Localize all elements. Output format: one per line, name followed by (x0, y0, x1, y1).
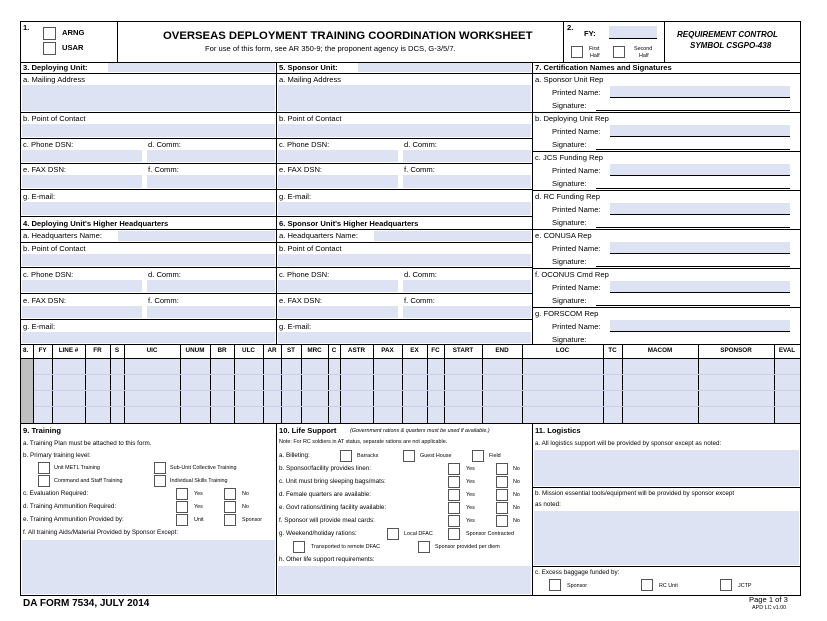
unit-metl-checkbox[interactable] (38, 462, 50, 474)
individual-skills-label: Individual Skills Training (170, 478, 228, 484)
cert-printed-name-input[interactable] (610, 203, 790, 214)
cert-printed-name-input[interactable] (610, 86, 790, 97)
life-f-no-checkbox[interactable] (496, 515, 508, 527)
column-header: AR (267, 347, 277, 354)
eval-yes-label: Yes (194, 491, 203, 497)
deploying-hq-comm-f-label: f. Comm: (148, 296, 179, 305)
cmd-staff-label: Command and Staff Training (54, 478, 123, 484)
cert-signature-label: Signature: (552, 179, 587, 188)
cert-printed-name-input[interactable] (610, 164, 790, 175)
table-cell-input[interactable] (604, 359, 622, 423)
sponsor-hq-email-input[interactable] (278, 332, 531, 343)
deploying-fax-label: e. FAX DSN: (23, 165, 67, 174)
life-d: d. Female quarters are available: (279, 491, 372, 498)
life-c-yes-checkbox[interactable] (448, 476, 460, 488)
table-cell-input[interactable] (523, 359, 603, 423)
table-cell-input[interactable] (428, 359, 444, 423)
req-control-line2: SYMBOL CSGPO-438 (690, 41, 772, 50)
column-header: END (495, 347, 509, 354)
cert-signature-label: Signature: (552, 101, 587, 110)
table-cell-input[interactable] (53, 359, 85, 423)
life-c: c. Unit must bring sleeping bags/mats: (279, 478, 386, 485)
cert-printed-name-input[interactable] (610, 125, 790, 136)
baggage-sponsor-label: Sponsor (567, 583, 588, 589)
life-f-yes-label: Yes (466, 518, 475, 524)
column-header: FC (431, 347, 440, 354)
column-header: BR (217, 347, 227, 354)
training-e: e. Training Ammunition Provided by: (23, 516, 124, 523)
table-cell-input[interactable] (235, 359, 263, 423)
req-control-line1: REQUIREMENT CONTROL (677, 30, 778, 39)
ammo-unit-checkbox[interactable] (176, 514, 188, 526)
sponsor-hq-comm-f-label: f. Comm: (404, 296, 435, 305)
column-header: UNUM (185, 347, 205, 354)
life-c-no-label: No (513, 479, 520, 485)
table-cell-input[interactable] (403, 359, 427, 423)
table-cell-input[interactable] (329, 359, 340, 423)
deploying-hq-name-label: a. Headquarters Name: (23, 231, 102, 240)
column-header: LOC (555, 347, 570, 354)
column-header: ULC (242, 347, 255, 354)
column-header: UIC (146, 347, 158, 354)
table-cell-input[interactable] (374, 359, 402, 423)
form-version: APD LC v1.00 (752, 605, 787, 611)
deploying-unit-title: 3. Deploying Unit: (23, 63, 88, 72)
sponsor-phone-label: c. Phone DSN: (279, 140, 330, 149)
training-aids-input[interactable] (22, 540, 275, 594)
column-header: S (114, 347, 120, 354)
ammo-req-no-label: No (242, 504, 249, 510)
life-d-no-label: No (513, 492, 520, 498)
column-header: ASTR (347, 347, 366, 354)
cert-signature-label: Signature: (552, 218, 587, 227)
deploying-unit-input[interactable] (108, 63, 275, 72)
sponsor-hq-phone-label: c. Phone DSN: (279, 270, 330, 279)
table-cell-input[interactable] (341, 359, 373, 423)
baggage-sponsor-checkbox[interactable] (549, 579, 561, 591)
form-title: OVERSEAS DEPLOYMENT TRAINING COORDINATION WORKSHEET (163, 30, 533, 42)
eval-no-label: No (242, 491, 249, 497)
life-title: 10. Life Support (279, 426, 337, 435)
eval-yes-checkbox[interactable] (176, 488, 188, 500)
sponsor-comm-f-label: f. Comm: (404, 165, 435, 174)
form-subtitle: For use of this form, see AR 350-9; the proponent agency is DCS, G-3/5/7. (205, 44, 456, 53)
cert-rep-title: g. FORSCOM Rep (535, 309, 599, 318)
sponsor-hq-title: 6. Sponsor Unit's Higher Headquarters (279, 219, 419, 228)
logistics-b-input[interactable] (534, 511, 799, 565)
training-d: d. Training Ammunition Required: (23, 503, 117, 510)
table-cell-input[interactable] (86, 359, 110, 423)
sponsor-fax-label: e. FAX DSN: (279, 165, 323, 174)
sponsor-hq-name-label: a. Headquarters Name: (279, 231, 358, 240)
deploying-comm-f-input[interactable] (147, 175, 275, 188)
field-label: Field (489, 453, 501, 459)
sponsor-hq-poc-input[interactable] (278, 254, 531, 266)
ammo-sponsor-checkbox[interactable] (224, 514, 236, 526)
cmd-staff-checkbox[interactable] (38, 475, 50, 487)
certification-title: 7. Certification Names and Signatures (535, 63, 672, 72)
eval-no-checkbox[interactable] (224, 488, 236, 500)
baggage-rc-unit-label: RC Unit (659, 583, 678, 589)
sponsor-hq-comm-d-label: d. Comm: (404, 270, 437, 279)
deploying-hq-email-input[interactable] (22, 332, 275, 343)
table-cell-input[interactable] (211, 359, 234, 423)
sponsor-comm-d-label: d. Comm: (404, 140, 437, 149)
table-cell-input[interactable] (302, 359, 328, 423)
deploying-hq-phone-input[interactable] (22, 280, 142, 292)
life-c-yes-label: Yes (466, 479, 475, 485)
per-diem-checkbox[interactable] (418, 541, 430, 553)
form-number: DA FORM 7534, JULY 2014 (23, 598, 150, 609)
cert-printed-name-input[interactable] (610, 281, 790, 292)
local-dfac-label: Local DFAC (404, 531, 433, 537)
life-a: a. Billeting: (279, 452, 310, 459)
first-half-checkbox[interactable] (571, 46, 583, 58)
arng-label: ARNG (62, 28, 85, 37)
guest-house-checkbox[interactable] (403, 450, 415, 462)
table-cell-input[interactable] (111, 359, 124, 423)
life-d-yes-label: Yes (466, 492, 475, 498)
usar-checkbox[interactable] (43, 42, 56, 55)
cert-printed-name-label: Printed Name: (552, 244, 601, 253)
life-f-yes-checkbox[interactable] (448, 515, 460, 527)
cert-rep-title: b. Deploying Unit Rep (535, 114, 609, 123)
training-a: a. Training Plan must be attached to this form. (23, 440, 152, 447)
sub-unit-checkbox[interactable] (154, 462, 166, 474)
cert-printed-name-label: Printed Name: (552, 88, 601, 97)
cert-printed-name-label: Printed Name: (552, 322, 601, 331)
first-half-label-2: Half (590, 53, 600, 59)
life-g: g. Weekend/holiday rations: (279, 530, 357, 537)
individual-skills-checkbox[interactable] (154, 475, 166, 487)
deploying-hq-name-input[interactable] (118, 231, 275, 241)
deploying-hq-phone-label: c. Phone DSN: (23, 270, 74, 279)
column-header: EVAL (778, 347, 796, 354)
table-number: 8. (23, 347, 29, 354)
column-header: MRC (307, 347, 322, 354)
sponsor-hq-email-label: g. E-mail: (279, 322, 312, 331)
deploying-hq-comm-f-input[interactable] (147, 306, 275, 318)
deploying-phone-input[interactable] (22, 150, 142, 162)
logistics-c: c. Excess baggage funded by: (535, 569, 620, 576)
life-e-no-checkbox[interactable] (496, 502, 508, 514)
sponsor-hq-fax-label: e. FAX DSN: (279, 296, 323, 305)
deploying-comm-f-label: f. Comm: (148, 165, 179, 174)
field-checkbox[interactable] (472, 450, 484, 462)
sponsor-unit-title: 5. Sponsor Unit: (279, 63, 338, 72)
deploying-email-label: g. E-mail: (23, 192, 56, 201)
life-e-yes-checkbox[interactable] (448, 502, 460, 514)
life-e-no-label: No (513, 505, 520, 511)
sponsor-contracted-checkbox[interactable] (448, 528, 460, 540)
deploying-hq-comm-d-label: d. Comm: (148, 270, 181, 279)
guest-house-label: Guest House (420, 453, 452, 459)
table-cell-input[interactable] (34, 359, 52, 423)
life-e-yes-label: Yes (466, 505, 475, 511)
column-header: PAX (381, 347, 394, 354)
ammo-req-no-checkbox[interactable] (224, 501, 236, 513)
sponsor-poc-label: b. Point of Contact (279, 114, 342, 123)
life-h: h. Other life support requirements: (279, 556, 375, 563)
local-dfac-checkbox[interactable] (387, 528, 399, 540)
column-header: FR (93, 347, 102, 354)
table-cell-input[interactable] (775, 359, 800, 423)
cert-printed-name-label: Printed Name: (552, 205, 601, 214)
deploying-hq-comm-d-input[interactable] (147, 280, 275, 292)
table-cell-input[interactable] (282, 359, 301, 423)
cert-signature-label: Signature: (552, 296, 587, 305)
logistics-a: a. All logistics support will be provided by sponsor except as noted: (535, 440, 722, 447)
table-cell-input[interactable] (445, 359, 482, 423)
column-header: TC (608, 347, 617, 354)
page-number: Page 1 of 3 (749, 595, 788, 604)
life-d-yes-checkbox[interactable] (448, 489, 460, 501)
deploying-hq-title: 4. Deploying Unit's Higher Headquarters (23, 219, 169, 228)
transported-dfac-label: Transported to remote DFAC (311, 544, 381, 550)
table-cell-input[interactable] (181, 359, 210, 423)
sponsor-fax-input[interactable] (278, 175, 398, 188)
cert-rep-title: a. Sponsor Unit Rep (535, 75, 604, 84)
sponsor-unit-input[interactable] (358, 63, 531, 72)
second-half-label-1: Second (634, 46, 653, 52)
deploying-mailing-label: a. Mailing Address (23, 75, 86, 84)
sponsor-hq-name-input[interactable] (374, 231, 531, 241)
deploying-hq-fax-label: e. FAX DSN: (23, 296, 67, 305)
life-c-no-checkbox[interactable] (496, 476, 508, 488)
ammo-sponsor-label: Sponsor (242, 517, 263, 523)
column-header: ST (286, 347, 296, 354)
cert-signature-label: Signature: (552, 140, 587, 149)
per-diem-label: Sponsor provided per diem (435, 544, 500, 550)
deploying-poc-input[interactable] (22, 124, 275, 137)
logistics-b-line2: as noted: (535, 501, 561, 508)
sponsor-hq-fax-input[interactable] (278, 306, 398, 318)
deploying-hq-poc-input[interactable] (22, 254, 275, 266)
cert-printed-name-label: Printed Name: (552, 283, 601, 292)
life-b-no-checkbox[interactable] (496, 463, 508, 475)
transported-dfac-checkbox[interactable] (293, 541, 305, 553)
deploying-fax-input[interactable] (22, 175, 142, 188)
sponsor-poc-input[interactable] (278, 124, 531, 137)
second-half-label-2: Half (639, 53, 649, 59)
sponsor-email-input[interactable] (278, 202, 531, 215)
ammo-req-yes-checkbox[interactable] (176, 501, 188, 513)
life-f: f. Sponsor will provide meal cards: (279, 517, 375, 524)
training-b: b. Primary training level: (23, 452, 91, 459)
sponsor-hq-comm-f-input[interactable] (403, 306, 531, 318)
column-header: EX (410, 347, 419, 354)
deploying-email-input[interactable] (22, 202, 275, 215)
baggage-jctp-label: JCTP (738, 583, 752, 589)
cert-rep-title: c. JCS Funding Rep (535, 153, 603, 162)
barracks-checkbox[interactable] (340, 450, 352, 462)
second-half-checkbox[interactable] (613, 46, 625, 58)
cert-printed-name-input[interactable] (610, 320, 790, 331)
column-header: SPONSOR (720, 347, 752, 354)
sponsor-hq-comm-d-input[interactable] (403, 280, 531, 292)
table-cell-input[interactable] (699, 359, 774, 423)
life-d-no-checkbox[interactable] (496, 489, 508, 501)
sponsor-phone-input[interactable] (278, 150, 398, 162)
arng-checkbox[interactable] (43, 27, 56, 40)
training-f: f. All training Aids/Material Provided by Sponsor Except: (23, 529, 179, 536)
deploying-mailing-input[interactable] (22, 85, 275, 111)
sponsor-mailing-label: a. Mailing Address (279, 75, 342, 84)
fy-label: FY: (584, 29, 596, 38)
sponsor-mailing-input[interactable] (278, 85, 531, 111)
sponsor-comm-f-input[interactable] (403, 175, 531, 188)
logistics-title: 11. Logistics (535, 426, 581, 435)
life-f-no-label: No (513, 518, 520, 524)
column-header: C (331, 347, 337, 354)
cert-rep-title: f. OCONUS Cmd Rep (535, 270, 609, 279)
logistics-a-input[interactable] (534, 450, 799, 486)
table-row-marker (21, 359, 33, 423)
cert-rep-title: d. RC Funding Rep (535, 192, 601, 201)
table-cell-input[interactable] (125, 359, 180, 423)
usar-label: USAR (62, 43, 84, 52)
life-title-note: (Government rations & quarters must be used if available.) (350, 428, 490, 434)
sponsor-comm-d-input[interactable] (403, 150, 531, 162)
baggage-rc-unit-checkbox[interactable] (641, 579, 653, 591)
life-b-yes-checkbox[interactable] (448, 463, 460, 475)
ammo-req-yes-label: Yes (194, 504, 203, 510)
life-e: e. Govt rations/dining facility available: (279, 504, 387, 511)
deploying-hq-email-label: g. E-mail: (23, 322, 56, 331)
training-title: 9. Training (23, 426, 61, 435)
ammo-unit-label: Unit (194, 517, 204, 523)
unit-metl-label: Unit METL Training (54, 465, 100, 471)
life-note: Note: For RC soldiers in AT status, separate rations are not applicable. (279, 439, 448, 445)
column-header: START (452, 347, 474, 354)
deploying-hq-poc-label: b. Point of Contact (23, 244, 86, 253)
table-cell-input[interactable] (483, 359, 522, 423)
deploying-comm-d-label: d. Comm: (148, 140, 181, 149)
first-half-label-1: First (589, 46, 600, 52)
deploying-comm-d-input[interactable] (147, 150, 275, 162)
other-life-support-input[interactable] (278, 566, 531, 594)
cert-rep-title: e. CONUSA Rep (535, 231, 592, 240)
deploying-poc-label: b. Point of Contact (23, 114, 86, 123)
cert-printed-name-input[interactable] (610, 242, 790, 253)
column-header: LINE # (58, 347, 79, 354)
cert-signature-label: Signature: (552, 257, 587, 266)
deploying-hq-fax-input[interactable] (22, 306, 142, 318)
barracks-label: Barracks (357, 453, 379, 459)
baggage-jctp-checkbox[interactable] (720, 579, 732, 591)
fy-input[interactable] (609, 26, 657, 38)
life-b: b. Sponsor/facility provides linen: (279, 465, 372, 472)
deploying-phone-label: c. Phone DSN: (23, 140, 74, 149)
sponsor-hq-phone-input[interactable] (278, 280, 398, 292)
cert-printed-name-label: Printed Name: (552, 127, 601, 136)
life-b-no-label: No (513, 466, 520, 472)
sponsor-contracted-label: Sponsor Contracted (466, 531, 514, 537)
logistics-b-line1: b. Mission essential tools/equipment will be provided by sponsor except (535, 490, 735, 497)
table-cell-input[interactable] (264, 359, 281, 423)
block1-number: 1. (23, 23, 30, 32)
training-c: c. Evaluation Required: (23, 490, 89, 497)
sponsor-email-label: g. E-mail: (279, 192, 312, 201)
table-cell-input[interactable] (623, 359, 698, 423)
sponsor-hq-poc-label: b. Point of Contact (279, 244, 342, 253)
block2-number: 2. (567, 23, 574, 32)
sub-unit-label: Sub-Unit Collective Training (170, 465, 237, 471)
cert-signature-label: Signature: (552, 335, 587, 344)
column-header: MACOM (647, 347, 673, 354)
cert-printed-name-label: Printed Name: (552, 166, 601, 175)
life-b-yes-label: Yes (466, 466, 475, 472)
column-header: FY (38, 347, 47, 354)
